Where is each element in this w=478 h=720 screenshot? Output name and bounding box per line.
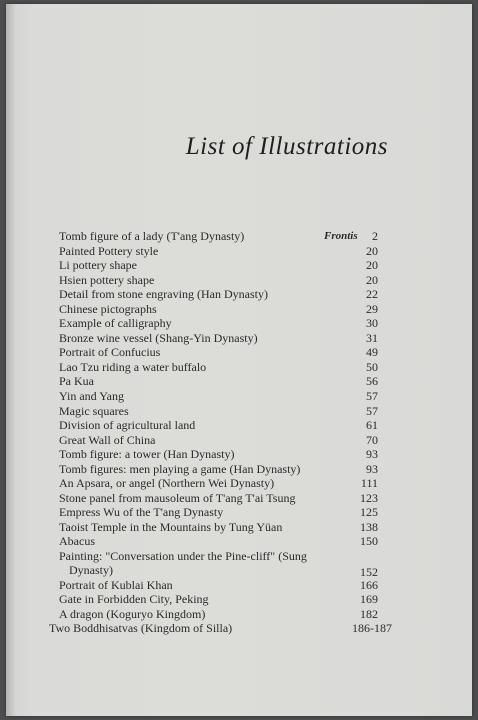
entry-label: Hsien pottery shape [59, 272, 155, 287]
entry-page: 125 [360, 505, 378, 520]
entry-page: 111 [360, 476, 378, 491]
entry-page: 2 [372, 229, 378, 243]
entry-page: 169 [360, 592, 378, 607]
entry-page: 123 [360, 490, 378, 505]
list-item [6, 404, 472, 419]
list-item [6, 287, 472, 302]
entry-label: Yin and Yang [59, 389, 125, 404]
entry-page: 20 [366, 258, 378, 273]
entry-label: Two Boddhisatvas (Kingdom of Silla) [49, 621, 233, 636]
entry-page: 70 [366, 432, 378, 447]
entry-tag: Frontis [324, 230, 358, 242]
list-item [6, 360, 472, 375]
entry-page: 57 [366, 389, 378, 404]
list-item [6, 258, 472, 273]
illustration-list [6, 229, 472, 636]
entry-page: 93 [366, 447, 378, 462]
list-item [6, 607, 472, 622]
entry-page: 31 [366, 330, 378, 345]
list-item [6, 476, 472, 491]
entry-label: Portrait of Kublai Khan [59, 577, 173, 592]
entry-label: Li pottery shape [59, 258, 137, 273]
entry-label: Detail from stone engraving (Han Dynasty) [59, 287, 268, 302]
entry-label: A dragon (Koguryo Kingdom) [59, 606, 206, 621]
list-item [6, 491, 472, 506]
list-item [6, 302, 472, 317]
entry-label: Portrait of Confucius [59, 345, 161, 360]
entry-label: Tomb figure: a tower (Han Dynasty) [59, 447, 235, 462]
list-item [6, 418, 472, 433]
entry-label: Stone panel from mausoleum of T'ang T'ai Tsung [59, 490, 296, 505]
entry-page: 61 [366, 418, 378, 433]
entry-page: 49 [366, 345, 378, 360]
entry-label: Abacus [59, 534, 95, 549]
list-item [6, 578, 472, 593]
list-item [6, 520, 472, 535]
entry-label: Gate in Forbidden City, Peking [59, 592, 209, 607]
entry-page: 152 [360, 565, 378, 580]
list-item [6, 244, 472, 259]
entry-page: 138 [360, 519, 378, 534]
entry-label: Chinese pictographs [59, 301, 157, 316]
list-item [6, 389, 472, 404]
entry-label: Painted Pottery style [59, 243, 159, 258]
list-item [6, 621, 472, 636]
list-item [6, 534, 472, 549]
list-item [6, 331, 472, 346]
entry-label: Painting: "Conversation under the Pine-cliff" (Sung [59, 549, 307, 564]
list-item [6, 462, 472, 477]
entry-label: Dynasty) [69, 563, 113, 578]
entry-page: 30 [366, 316, 378, 331]
entry-page: 20 [366, 243, 378, 258]
list-item [6, 447, 472, 462]
entry-label: Taoist Temple in the Mountains by Tung Yüan [59, 519, 283, 534]
entry-page: 150 [360, 534, 378, 549]
list-item [6, 433, 472, 448]
entry-page: 56 [366, 374, 378, 389]
list-item [6, 273, 472, 288]
entry-page: 166 [360, 577, 378, 592]
entry-page: 29 [366, 301, 378, 316]
entry-label: Great Wall of China [59, 432, 156, 447]
entry-page: 57 [366, 403, 378, 418]
entry-label: An Apsara, or angel (Northern Wei Dynasty) [59, 476, 275, 491]
list-item [6, 549, 472, 563]
entry-page: 22 [366, 287, 378, 302]
entry-label: Bronze wine vessel (Shang-Yin Dynasty) [59, 330, 258, 345]
page-title: List of Illustrations [185, 133, 388, 160]
list-item [6, 505, 472, 520]
list-item [6, 592, 472, 607]
entry-label: Division of agricultural land [59, 418, 196, 433]
entry-label: Pa Kua [59, 374, 94, 389]
list-item [6, 374, 472, 389]
entry-page: 50 [366, 359, 378, 374]
entry-label: Tomb figures: men playing a game (Han Dynasty) [59, 461, 301, 476]
entry-label: Magic squares [59, 403, 129, 418]
list-item-continuation [6, 563, 472, 578]
book-page [6, 4, 472, 716]
list-item [6, 345, 472, 360]
entry-page: 20 [366, 272, 378, 287]
entry-label: Example of calligraphy [59, 316, 172, 331]
entry-page: 93 [366, 461, 378, 476]
list-item [6, 316, 472, 331]
entry-page: 182 [360, 606, 378, 621]
list-item [6, 229, 472, 244]
entry-label: Tomb figure of a lady (T'ang Dynasty) [59, 229, 245, 243]
entry-page: 186-187 [352, 621, 392, 636]
entry-label: Empress Wu of the T'ang Dynasty [59, 505, 224, 520]
entry-label: Lao Tzu riding a water buffalo [59, 359, 207, 374]
